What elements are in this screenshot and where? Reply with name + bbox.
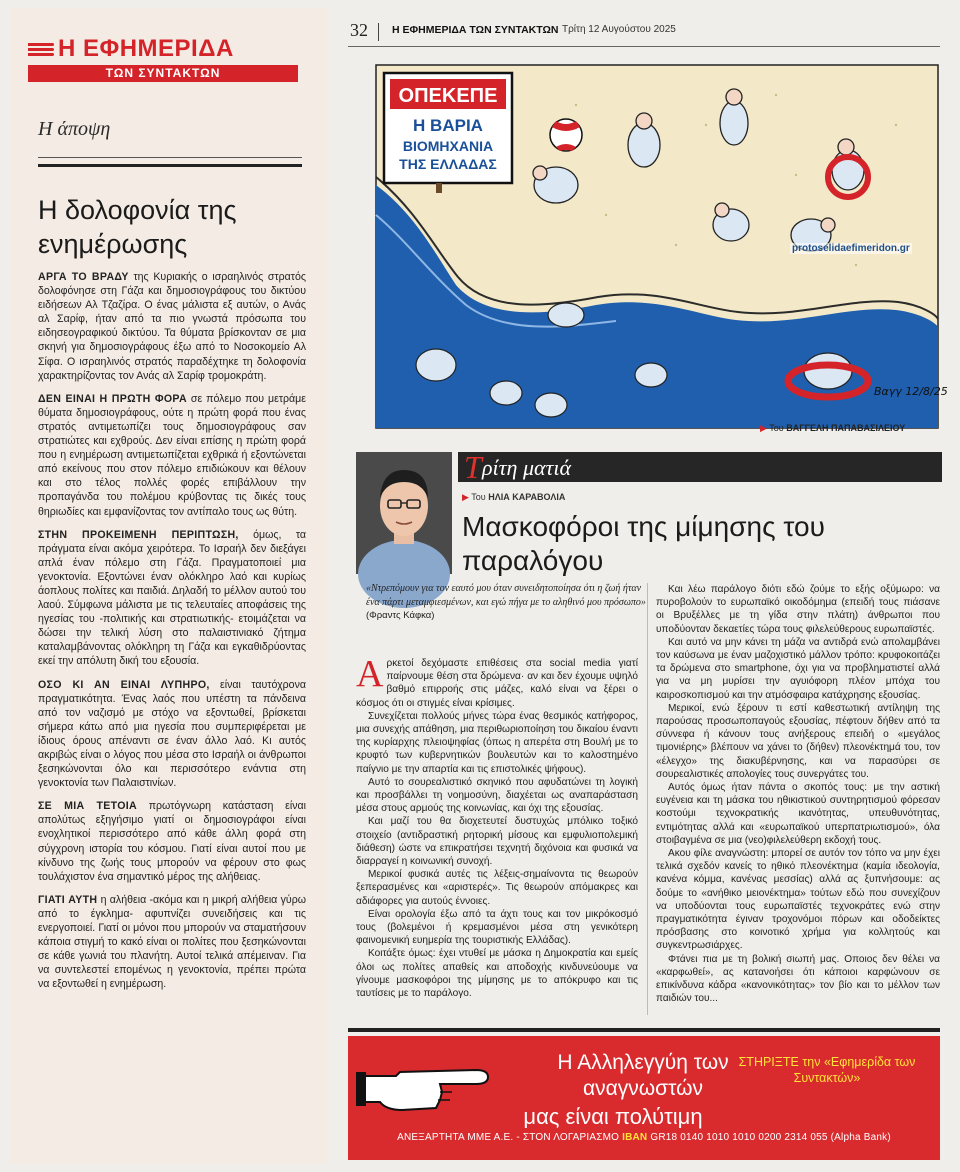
column-text-right	[656, 583, 940, 1006]
paragraph-text: είναι ταυτόχρονα πραγματικότητα. Ένας λαός που υπέστη τα πάνδεινα από τον ναζισμό με στόχο να εξοντωθεί, βρίσκεται σήμερα κάτω από μια ηγεσία που συμπεριφέρεται με ίδιους όρους απέναντι σε έναν άλλο λαό. Κι αυτός ακριβώς είναι ο λόγος που μέσα στο Ισραήλ οι άνθρωποι ξεσηκώνονται όλο και περισσότερο ενάντια στη γενοκτονία των Παλαιστινίων.	[38, 678, 306, 790]
page-header	[348, 20, 940, 44]
column-label: ρίτη ματιά	[482, 455, 572, 480]
paragraph-lead: ΓΙΑΤΙ ΑΥΤΗ	[38, 893, 98, 906]
ad-bank-details	[348, 1132, 940, 1143]
solidarity-ad-banner[interactable]	[348, 1036, 940, 1160]
paragraph-text: ρκετοί δεχόμαστε επιθέσεις στα social media γιατί παίρνουμε θέση στα δρώμενα· αν και δεν έχουμε υψηλό βαθμό επιρροής στις μάζες, καλό είναι να ξέρει ο κόσμος ότι οι στιγμές είναι κρίσιμες.	[356, 658, 638, 709]
header-divider	[378, 23, 379, 41]
section-divider-thick	[38, 164, 302, 167]
column-paragraph: Αυτός όμως ήταν πάντα ο σκοπός τους: με την αστική ευγένεια και τη μάσκα του ηθικιστικού συντηρητισμού φόρεσαν κοστούμι τεχνοκρατικής ικανότητας, υπευθυνότητας, εντιμότητας αλλά και «ευρωπαϊκού υπερπατριωτισμού», όλα στοιβαγμένα σε μια (νεο)φιλελεύθερη εκδοχή τους.	[656, 782, 940, 846]
column-paragraph: Μερικοί, ενώ ξέρουν τι εστί καθεστωτική αντίληψη της παρούσας προσωποπαγούς εξουσίας, πέφτουν δήθεν από τα σύννεφα ή κάνουν τους ανήξερους επειδή ο «μεγάλος τιμονιέρης» βλέπουν να χάνει το (δήθεν) πλεονέκτημά του, τον «έλεγχο» της διακυβέρνησης, και να παρασύρει σε σουρεαλιστικές απολογίες τους συνεργάτες του.	[656, 702, 940, 780]
column-paragraph: Ακου φίλε αναγνώστη: μπορεί σε αυτόν τον τόπο να μην έχει τελικά σχεδόν κανείς το ηθικό πλεονέκτημα (καμία ιδεολογία, κανένα κόμμα, κανένας μεσσίας) αλλά ας ξυπνήσουμε: ας δούμε το «ανήθικο μειονέκτημα» τούτων εδώ που συνεχίζουν να υποδύονται τους ευρωπαϊστές τεχνοκράτες ενώ στην πραγματικότητα έγιναν τροχονόμοι πόρων και οδοδείκτες πρόσβασης στο κοινοτικό χρήμα για κολλητούς και συγκεντρωσιάρχες.	[656, 848, 940, 952]
section-label: Η άποψη	[38, 118, 111, 140]
cartoon-signature: Βαγγ 12/8/25	[874, 385, 948, 398]
author-photo	[356, 452, 452, 574]
author-name: ΗΛΙΑ ΚΑΡΑΒΟΛΙΑ	[488, 492, 566, 502]
opinion-paragraph	[38, 270, 306, 383]
page-number: 32	[350, 20, 368, 40]
paragraph-lead: ΣΕ ΜΙΑ ΤΕΤΟΙΑ	[38, 800, 137, 813]
epigraph-quote	[366, 582, 654, 623]
triangle-icon: ▶	[462, 492, 469, 502]
author-prefix: Του	[471, 492, 486, 502]
column-divider	[647, 583, 648, 1015]
column-title: Μασκοφόροι της μίμησης του παραλόγου	[462, 511, 825, 576]
cartoon-credit	[760, 423, 905, 434]
bank-name: (Alpha Bank)	[830, 1132, 891, 1143]
header-paper-name: Η ΕΦΗΜΕΡΙΔΑ ΤΩΝ ΣΥΝΤΑΚΤΩΝ	[392, 24, 559, 36]
cartoon-sign	[384, 73, 512, 193]
opinion-paragraph	[38, 678, 306, 791]
ad-support-text: ΣΤΗΡΙΞΤΕ την «Εφημερίδα των Συντακτών»	[738, 1055, 916, 1085]
column-paragraph: Μερικοί φυσικά αυτές τις λέξεις-σημαίνοντα τις θεωρούν ξεπερασμένες και «αριστερές». Τις θεωρούν απόμακρες και αδιάφορες για αυτούς έννοιες.	[356, 869, 638, 907]
opinion-title: Η δολοφονία της ενημέρωσης	[38, 195, 237, 259]
paragraph-lead: ΑΡΓΑ ΤΟ ΒΡΑΔΥ	[38, 271, 129, 283]
column-paragraph	[356, 653, 638, 710]
credit-name: ΒΑΓΓΕΛΗ ΠΑΠΑΒΑΣΙΛΕΙΟΥ	[786, 423, 906, 433]
masthead-title: Η ΕΦΗΜΕΡΙΔΑ	[58, 35, 234, 62]
quote-source: (Φραντς Κάφκα)	[366, 610, 435, 621]
sign-line: ΤΗΣ ΕΛΛΑΔΑΣ	[399, 156, 497, 172]
quote-text: «Ντρεπόμουν για τον εαυτό μου όταν συνειδητοποίησα ότι η ζωή ήταν ένα πάρτι μεταμφιεσμένων, και εγώ πήγα με το αληθινό μου πρόσωπο»	[366, 583, 646, 608]
sign-line: ΒΙΟΜΗΧΑΝΙΑ	[402, 138, 494, 154]
column-author-byline	[462, 492, 565, 503]
header-date: Τρίτη 12 Αυγούστου 2025	[562, 24, 676, 35]
opinion-paragraph	[38, 893, 306, 992]
opinion-paragraph	[38, 528, 306, 669]
opinion-paragraph	[38, 799, 306, 884]
column-paragraph: Είναι ορολογία έξω από τα άχτι τους και τον μικρόκοσμό τους (βολεμένοι ή κρεμασμένοι μέσα στη γενικότερη φαινομενική ευημερία της τουριστικής Ελλάδας).	[356, 908, 638, 947]
section-divider	[38, 157, 302, 158]
paragraph-lead: ΟΣΟ ΚΙ ΑΝ ΕΙΝΑΙ ΛΥΠΗΡΟ,	[38, 678, 210, 691]
sign-top-text: ΟΠΕΚΕΠΕ	[398, 85, 498, 107]
watermark: protoselidaefimeridon.gr	[792, 243, 910, 254]
opinion-paragraph	[38, 392, 306, 519]
paragraph-text: σε πόλεμο που μετράμε θύματα δημοσιογράφους, ούτε η πρώτη φορά που ένας στρατός αντιμετωπίζει τους δημοσιογράφους σαν στρατιώτες και εχθρούς. Δεν είναι επίσης η πρώτη φορά που η ενημέρωση αντιμετωπίζεται εχθρικά ή εξοντώνεται από εκείνους που στον πόλεμο επιδιώκουν και θέλουν και στο τέλος πολλές φορές επιβάλλουν την προπαγάνδα του πολέμου κρύβοντας τις δικές τους θηριωδίες και εμφανίζοντας τον αντίπαλο τους ως θύτη.	[38, 392, 306, 518]
ad-title-line: μας είναι πολύτιμη	[523, 1104, 703, 1129]
paragraph-lead: ΣΤΗΝ ΠΡΟΚΕΙΜΕΝΗ ΠΕΡΙΠΤΩΣΗ,	[38, 528, 239, 541]
masthead-subtitle: ΤΩΝ ΣΥΝΤΑΚΤΩΝ	[28, 65, 298, 82]
drop-cap: Α	[356, 653, 384, 695]
paragraph-text: όμως, τα πράγματα είναι ακόμα χειρότερα. Το Ισραήλ δεν διεξάγει απλά έναν πόλεμο στη Γάζα. Πραγματοποιεί μια γενοκτονία. Εξοντώνει έναν ολόκληρο λαό και κυρίως άοπλους πολίτες και παιδιά. Δηλαδή το μέλλον αυτού του λαού. Σύμφωνα μάλιστα με τις τελευταίες αποφάσεις της ηγεσίας του -πολιτικής και στρατιωτικής- ετοιμάζεται να δώσει την τελική λύση στο παλαιστινιακό ζήτημα καταλαμβάνοντας ολόκληρη τη Γάζα και εγκαθιδρύοντας εκεί την απόλυτη δική του εξουσία.	[38, 528, 306, 668]
iban-label: IBAN	[622, 1132, 648, 1143]
triangle-icon: ▶	[760, 423, 767, 433]
ad-title-line: Η Αλληλεγγύη των αναγνωστών	[557, 1051, 729, 1100]
paragraph-lead: ΔΕΝ ΕΙΝΑΙ Η ΠΡΩΤΗ ΦΟΡΑ	[38, 392, 187, 405]
column-paragraph: Και λέω παράλογο διότι εδώ ζούμε το εξής οξύμωρο: να πυροβολούν το ευρωπαϊκό οικοδόμημα (επειδή τους πιάσανε οι Βρυξέλλες με τη γίδα στην πλάτη) άνθρωποι που υποδύονταν δεκαετίες τώρα τους φιλελεύθερους ευρωπαϊστές.	[656, 584, 940, 635]
column-paragraph: Και αυτό να μην κάνει τη μάζα να αντιδρά ενώ απολαμβάνει τον καύσωνα με έναν μαζοχιστικό μάλλον τρόπο: κρυφοκοιτάζει τα δρώμενα στο smartphone, όχι για να προβληματιστεί αλλά για να μη μυρίσει την αγυιόφορη πλέον μπόχα του καιροσκοπισμού και την ατμόσφαιρα κατάχρησης εξουσίας.	[656, 636, 940, 701]
column-paragraph: Αυτό το σουρεαλιστικό σκηνικό που αφυδατώνει τη λογική και προσβάλλει τη νοημοσύνη, διαχέεται ως αναπαράσταση μέσα στους αρμούς της κοινωνίας, και όχι της εξουσίας.	[356, 776, 638, 815]
ad-top-rule	[348, 1028, 940, 1032]
ad-account-prefix: ΑΝΕΞΑΡΤΗΤΑ ΜΜΕ Α.Ε. - ΣΤΟΝ ΛΟΓΑΡΙΑΣΜΟ	[397, 1132, 620, 1143]
opinion-body	[38, 270, 306, 1001]
column-text-left	[356, 653, 638, 1000]
paragraph-text: η αλήθεια -ακόμα και η μικρή αλήθεια γύρω από το έγκλημα- αφυπνίζει συνειδήσεις και τις ενεργοποιεί. Γιατί οι μόνοι που μπορούν να σταματήσουν κάποια στιγμή το κακό είναι οι πολίτες που ξεσηκώνονται σε κάθε γωνιά του πλανήτη. Αυτοί τελικά απέμειναν. Για να συντελεστεί επομένως η γενοκτονία, πρέπει πρώτα να εξοντωθεί η ενημέρωση.	[38, 893, 307, 991]
column-paragraph: Κοιτάξτε όμως: έχει ντυθεί με μάσκα η Δημοκρατία και εμείς όλοι ως πολίτες απαθείς και αποδοχής κινδυνεύουμε να γίνουμε μασκοφόροι της μίμησης με το απόκρυφο και τις ταυτίσεις με το παράλογο.	[356, 948, 638, 1000]
iban-number: GR18 0140 1010 1010 0200 2314 055	[650, 1132, 828, 1143]
column-paragraph: Συνεχίζεται πολλούς μήνες τώρα ένας θεσμικός κατήφορος, μια συνεχής απάθηση, μια περιθωριοποίηση του δικαίου έναντι της κυρίαρχης πλειοψηφίας (όπως η απερέτα στη Βουλή με το κρυφτό των κυβερνητικών βουλευτών και το καλοστημένο παίγνιο με την απαρτία και τις επιστολικές ψήφους).	[356, 710, 638, 775]
column-header-bar	[458, 449, 942, 485]
paragraph-text: πρωτόγνωρη κατάσταση είναι απολύτως εξηγήσιμο γιατί οι δημοσιογράφοι είναι ενοχλητικοί περισσότερο από κάθε άλλη φορά στη σύγχρονη ιστορία του κόσμου. Γιατί είναι αυτοί που με κίνδυνο της ζωής τους μπορούν να φέρουν στο φως τουλάχιστον ένα σημαντικό μέρος της αλήθειας.	[38, 800, 306, 883]
masthead-logo	[28, 36, 298, 82]
beach-ball-icon	[550, 119, 582, 151]
column-paragraph: Φτάνει πια με τη βολική σιωπή μας. Οποιος δεν θέλει να «καρφωθεί», ας κατανοήσει ότι κάποιοι καρφώνουν σε επικίνδυνα κάδρα «κανονικότητας» τον βίο και το μέλλον των παιδιών του...	[656, 953, 940, 1005]
column-paragraph: Και μαζί του θα διοχετευτεί δυστυχώς μπόλικο τοξικό στοιχείο (αντιδραστική ρητορική μίσους και εμφυλιοπολεμική διάθεση) ώστε να επικρατήσει τεχνητή διχόνοια και φυσικά να διαρραγεί η κοινωνική συνοχή.	[356, 816, 638, 868]
logo-stripes-icon	[28, 43, 54, 57]
header-rule	[348, 46, 940, 47]
column-label-initial: Τ	[464, 449, 482, 485]
credit-prefix: Του	[769, 423, 784, 433]
paragraph-text: της Κυριακής ο ισραηλινός στρατός δολοφόνησε στη Γάζα και δημοσιογράφους του δικτύου ειδήσεων Αλ Τζαζίρα. Ο ένας μάλιστα εξ αυτών, ο Ανάς αλ Σαρίφ, ήταν από τα πιο γνωστά πρόσωπα του ειδησεογραφικού δικτύου. Τα θύματα βρίσκονταν σε μια σκηνή για δημοσιογράφους έξω από το Νοσοκομείο Αλ Σίφα. Ο ισραηλινός στρατός παραδέχτηκε τη δολοφονία χαρακτηρίζοντας τον Ανάς αλ Σαρίφ τρομοκράτη.	[38, 271, 306, 382]
author-portrait-image	[356, 452, 452, 574]
sign-line: Η ΒΑΡΙΑ	[413, 116, 483, 135]
